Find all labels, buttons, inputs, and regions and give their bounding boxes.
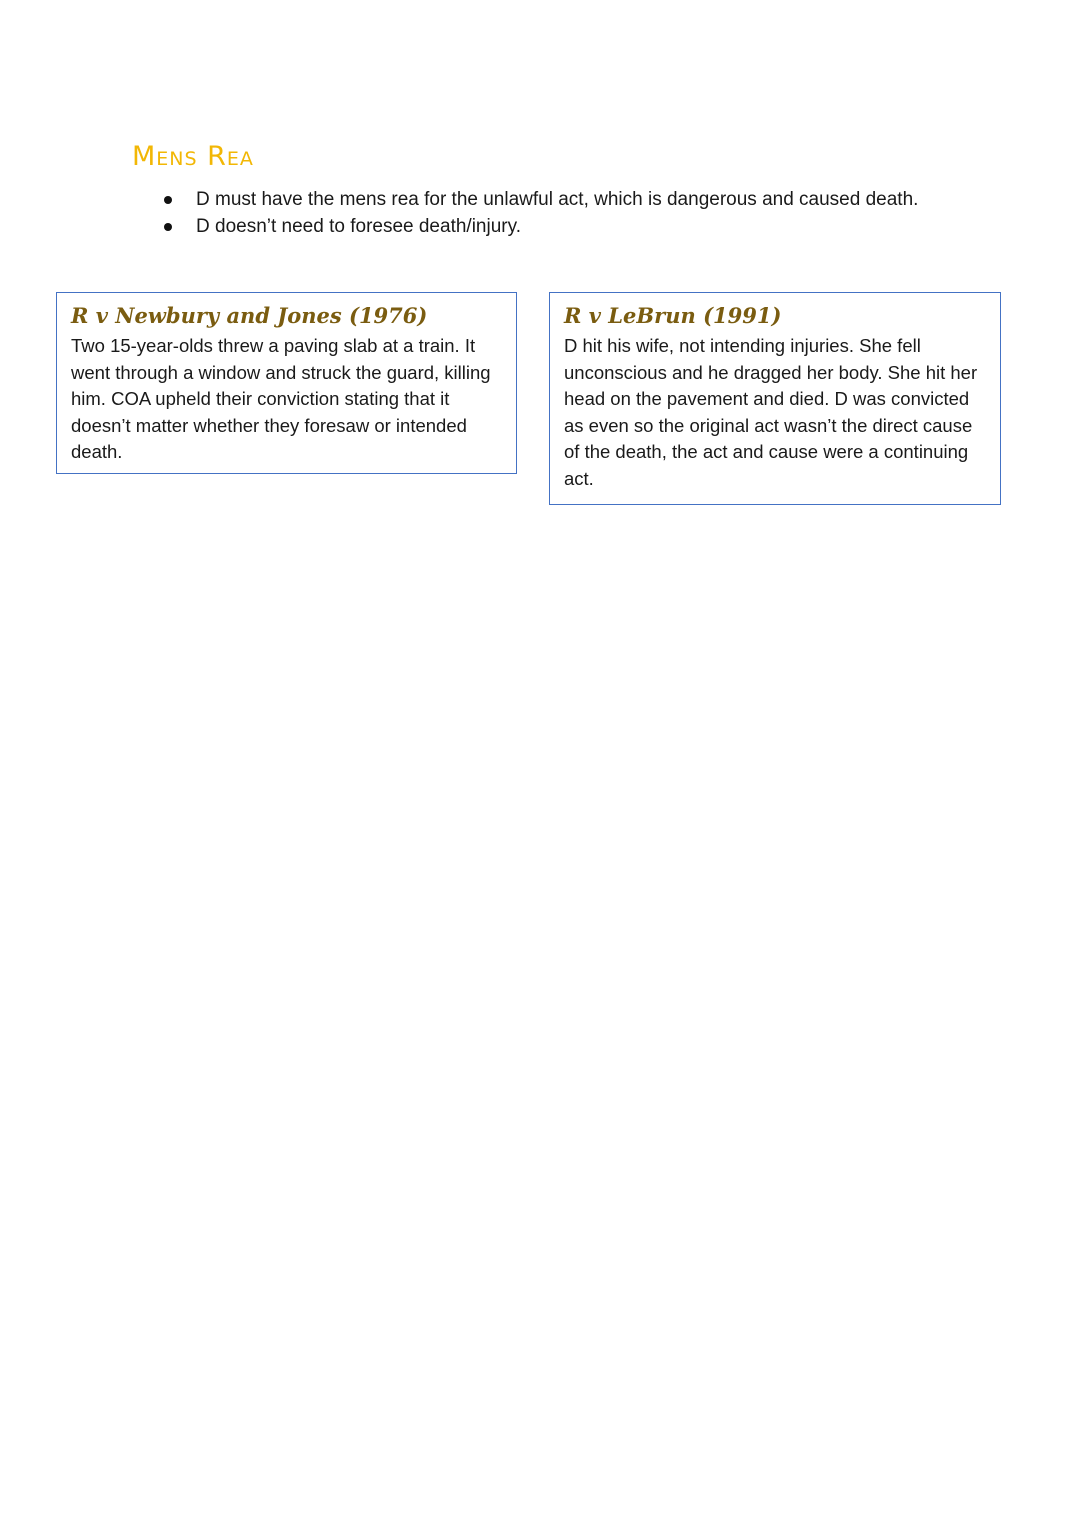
case-box-newbury-jones (56, 292, 517, 474)
section-heading: Mens Rea (132, 141, 254, 172)
case-description: D hit his wife, not intending injuries. She fell unconscious and he dragged her body. She hit her head on the pavement and died. D was convicted as even so the original act wasn’t the direct cause of the death, the act and cause were a continuing act. (564, 335, 978, 489)
bullet-item (160, 186, 920, 213)
bullet-dot-icon (164, 196, 172, 204)
bullet-text: D doesn’t need to foresee death/injury. (196, 216, 521, 237)
case-title: R v LeBrun (1991) (564, 303, 782, 328)
bullet-dot-icon (164, 223, 172, 231)
case-description: Two 15-year-olds threw a paving slab at a train. It went through a window and struck the guard, killing him. COA upheld their conviction stating that it doesn’t matter whether they foresaw or intended death. (71, 335, 491, 463)
bullet-item (160, 213, 920, 240)
bullet-text: D must have the mens rea for the unlawful act, which is dangerous and caused death. (196, 189, 919, 210)
case-box-lebrun (549, 292, 1001, 505)
case-title: R v Newbury and Jones (1976) (71, 303, 428, 328)
bullet-list (160, 186, 920, 240)
